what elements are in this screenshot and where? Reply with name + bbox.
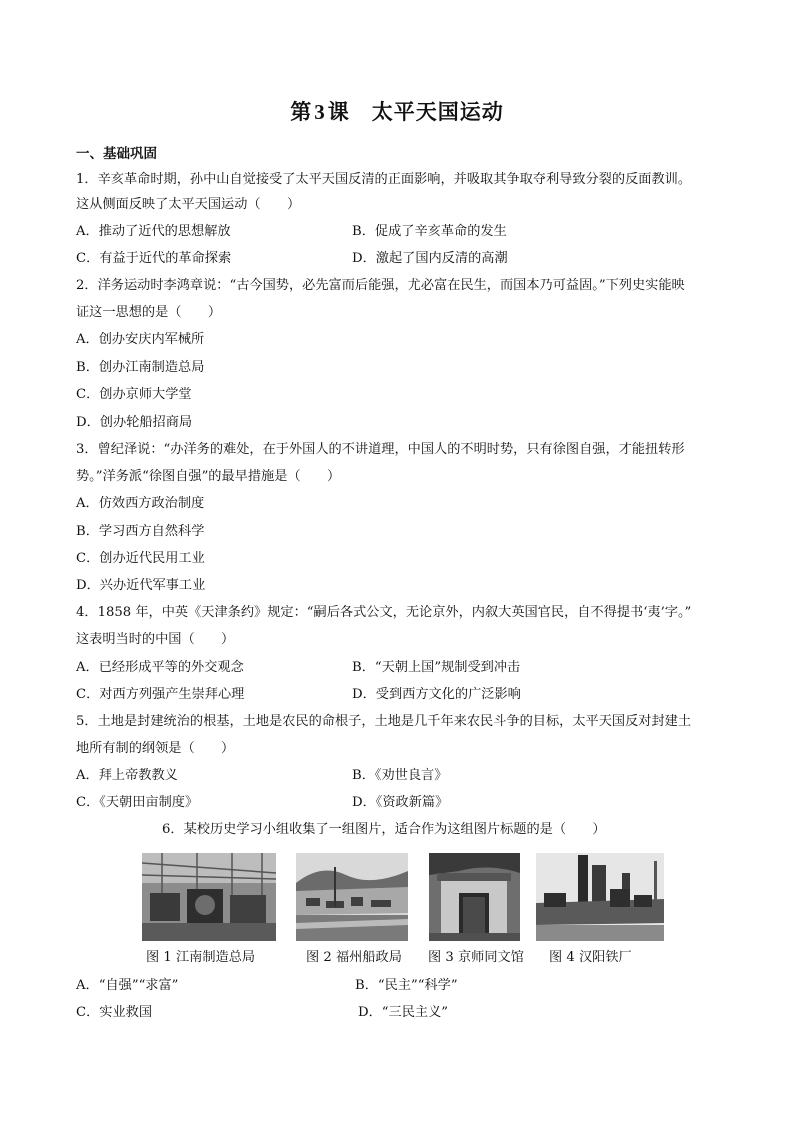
q6-option-d[interactable]: D．“三民主义”: [358, 1005, 448, 1020]
q3-option-c[interactable]: C．创办近代民用工业: [76, 551, 205, 566]
q1-option-d[interactable]: D．激起了国内反清的高潮: [352, 251, 508, 266]
q4-option-b[interactable]: B．“天朝上国”规制受到冲击: [352, 660, 521, 675]
q4-option-d[interactable]: D．受到西方文化的广泛影响: [352, 687, 521, 702]
q6-option-c[interactable]: C．实业救国: [76, 1005, 153, 1020]
q3-stem-line1: 3．曾纪泽说：“办洋务的难处，在于外国人的不讲道理，中国人的不明时势，只有徐图自强，才能扭转形: [76, 442, 685, 457]
caption-figure-2: 图 2 福州船政局: [306, 950, 402, 965]
lesson-title: [0, 96, 794, 126]
caption-figure-4: 图 4 汉阳铁厂: [549, 950, 632, 965]
q2-stem-line1: 2．洋务运动时李鸿章说：“古今国势，必先富而后能强，尤必富在民生，而国本乃可益固。”下列史实能映: [76, 278, 685, 293]
q2-stem-line2: 证这一思想的是（ ）: [76, 305, 222, 320]
photo-fuzhou-shipyard: [296, 853, 408, 941]
title-number: 3: [314, 100, 326, 124]
q6-stem: 6．某校历史学习小组收集了一组图片，适合作为这组图片标题的是（ ）: [162, 822, 606, 837]
q1-option-b[interactable]: B．促成了辛亥革命的发生: [352, 224, 507, 239]
q2-option-d[interactable]: D．创办轮船招商局: [76, 415, 193, 430]
q3-option-d[interactable]: D．兴办近代军事工业: [76, 578, 206, 593]
q4-option-a[interactable]: A．已经形成平等的外交观念: [76, 660, 244, 675]
q5-stem-line1: 5．土地是封建统治的根基，土地是农民的命根子，土地是几千年来农民斗争的目标，太平天国反对封建土: [76, 714, 692, 729]
q2-option-c[interactable]: C．创办京师大学堂: [76, 387, 192, 402]
q5-option-a[interactable]: A．拜上帝教教义: [76, 768, 178, 783]
q6-option-a[interactable]: A．“自强”“求富”: [76, 978, 179, 993]
q5-option-c[interactable]: C．《天朝田亩制度》: [76, 795, 199, 810]
q5-stem-line2: 地所有制的纲领是（ ）: [76, 741, 235, 756]
q2-option-b[interactable]: B．创办江南制造总局: [76, 360, 205, 375]
q6-option-b[interactable]: B．“民主”“科学”: [355, 978, 458, 993]
photo-hanyang-ironworks: [536, 853, 664, 941]
q4-option-c[interactable]: C．对西方列强产生崇拜心理: [76, 687, 245, 702]
q4-stem-line1: 4．1858 年，中英《天津条约》规定：“嗣后各式公文，无论京外，内叙大英国官民，自不得提书‘夷’字。”: [76, 605, 692, 620]
q1-stem-line2: 这从侧面反映了太平天国运动（ ）: [76, 197, 301, 212]
q3-option-a[interactable]: A．仿效西方政治制度: [76, 496, 205, 511]
q2-option-a[interactable]: A．创办安庆内军械所: [76, 332, 205, 347]
q1-stem-line1: 1．辛亥革命时期，孙中山自觉接受了太平天国反清的正面影响，并吸取其争取夺利导致分裂的反面教训。: [76, 172, 692, 187]
title-suffix: 课: [327, 99, 350, 124]
q4-stem-line2: 这表明当时的中国（ ）: [76, 632, 235, 647]
caption-figure-3: 图 3 京师同文馆: [428, 950, 524, 965]
q3-stem-line2: 势。”洋务派“徐图自强”的最早措施是（ ）: [76, 469, 341, 484]
q1-option-a[interactable]: A．推动了近代的思想解放: [76, 224, 231, 239]
photo-tongwen-guan: [429, 853, 520, 941]
q5-option-b[interactable]: B．《劝世良言》: [352, 768, 448, 783]
q5-option-d[interactable]: D．《资政新篇》: [352, 795, 449, 810]
caption-figure-1: 图 1 江南制造总局: [146, 950, 256, 965]
q3-option-b[interactable]: B．学习西方自然科学: [76, 524, 205, 539]
q1-option-c[interactable]: C．有益于近代的革命探索: [76, 251, 232, 266]
q6-photo-row: [0, 853, 794, 943]
section-heading: 一、基础巩固: [76, 146, 157, 162]
title-prefix: 第: [290, 99, 313, 124]
title-main: 太平天国运动: [371, 99, 504, 124]
photo-jiangnan-arsenal: [142, 853, 276, 941]
